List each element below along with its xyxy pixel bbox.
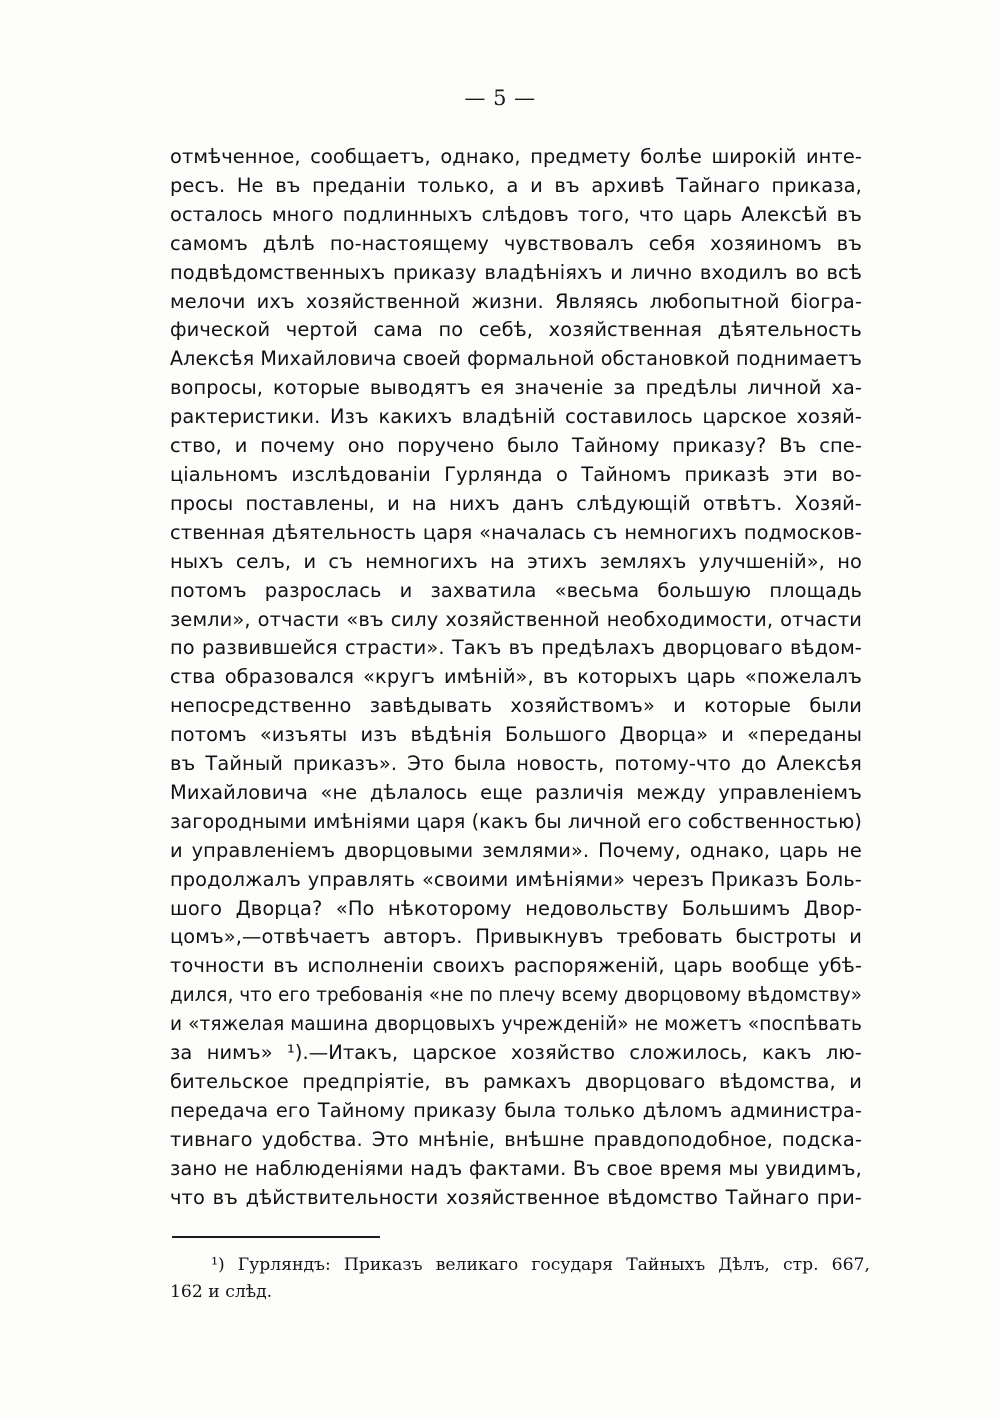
body-line: ныхъ селъ, и съ немногихъ на этихъ земляхъ улучшеній», но	[170, 549, 862, 573]
body-line: Алексѣя Михайловича своей формальной обстановкой поднимаетъ	[170, 347, 862, 371]
body-line: отмѣченное, сообщаетъ, однако, предмету болѣе широкій инте-	[170, 145, 862, 168]
body-line: осталось много подлинныхъ слѣдовъ того, что царь Алексѣй въ	[170, 202, 862, 226]
body-line: въ Тайный приказъ». Это была новость, потому-что до Алексѣя	[170, 752, 862, 776]
body-line: вопросы, которые выводятъ ея значеніе за предѣлы личной ха-	[170, 376, 862, 400]
body-line: что въ дѣйствительности хозяйственное вѣдомство Тайнаго при-	[170, 1185, 862, 1209]
body-line: за нимъ» ¹).—Итакъ, царское хозяйство сложилось, какъ лю-	[170, 1041, 862, 1065]
body-line: по развившейся страсти». Такъ въ предѣлахъ дворцоваго вѣдом-	[170, 636, 862, 660]
body-line: фической чертой сама по себѣ, хозяйственная дѣятельность	[170, 318, 862, 342]
footnote-line: ¹) Гурляндъ: Приказъ великаго государя Тайныхъ Дѣлъ, стр. 667,	[170, 1252, 870, 1279]
body-line: тивнаго удобства. Это мнѣніе, внѣшне правдоподобное, подска-	[170, 1127, 862, 1151]
body-line: подвѣдомственныхъ приказу владѣніяхъ и лично входилъ во всѣ	[170, 260, 862, 284]
footnote-line: 162 и слѣд.	[170, 1282, 273, 1302]
body-line: потомъ «изъяты изъ вѣдѣнія Большого Дворца» и «переданы	[170, 723, 862, 747]
body-line: потомъ разрослась и захватила «весьма большую площадь	[170, 578, 862, 602]
body-line: ства образовался «кругъ имѣній», въ которыхъ царь «пожелалъ	[170, 665, 862, 689]
body-line: земли», отчасти «въ силу хозяйственной необходимости, отчасти	[170, 607, 862, 631]
body-line: цомъ»,—отвѣчаетъ авторъ. Привыкнувъ требовать быстроты и	[170, 925, 862, 949]
body-text-column	[170, 143, 862, 1213]
body-line: мелочи ихъ хозяйственной жизни. Являясь любопытной біогра-	[170, 289, 862, 313]
body-line: ціальномъ изслѣдованіи Гурлянда о Тайномъ приказѣ эти во-	[170, 462, 862, 486]
body-line: ресъ. Не въ преданіи только, а и въ архивѣ Тайнаго приказа,	[170, 173, 862, 197]
body-line: передача его Тайному приказу была только дѣломъ администра-	[170, 1098, 862, 1122]
body-line: просы поставлены, и на нихъ данъ слѣдующій отвѣтъ. Хозяй-	[170, 491, 862, 515]
body-line: продолжалъ управлять «своими имѣніями» черезъ Приказъ Боль-	[170, 867, 862, 891]
body-line: и «тяжелая машина дворцовыхъ учрежденій» не можетъ «поспѣвать	[170, 1012, 862, 1036]
body-line: непосредственно завѣдывать хозяйствомъ» и которые были	[170, 694, 862, 718]
page-header-number: — 5 —	[464, 86, 536, 110]
body-line: и управленіемъ дворцовыми землями». Почему, однако, царь не	[170, 838, 862, 862]
body-line: дился, что его требованія «не по плечу всему дворцовому вѣдомству»	[170, 983, 862, 1007]
body-line: шого Дворца? «По нѣкоторому недовольству Большимъ Двор-	[170, 896, 862, 920]
footnote-indent-spacer	[170, 1252, 198, 1279]
body-line: рактеристики. Изъ какихъ владѣній составилось царское хозяй-	[170, 405, 862, 429]
body-line: точности въ исполненіи своихъ распоряженій, царь вообще убѣ-	[170, 954, 862, 978]
body-line: Михайловича «не дѣлалось еще различія между управленіемъ	[170, 780, 862, 804]
body-line: зано не наблюденіями надъ фактами. Въ свое время мы увидимъ,	[170, 1156, 862, 1180]
footnote-block	[170, 1252, 870, 1306]
body-line: ство, и почему оно поручено было Тайному приказу? Въ спе-	[170, 434, 862, 458]
body-line: ственная дѣятельность царя «началась съ немногихъ подмосков-	[170, 520, 862, 544]
body-line: самомъ дѣлѣ по-настоящему чувствовалъ себя хозяиномъ въ	[170, 231, 862, 255]
footnote-separator-rule	[172, 1236, 380, 1238]
body-line: бительское предпріятіе, въ рамкахъ дворцоваго вѣдомства, и	[170, 1070, 862, 1093]
body-line: загородными имѣніями царя (какъ бы личной его собственностью)	[170, 809, 862, 833]
